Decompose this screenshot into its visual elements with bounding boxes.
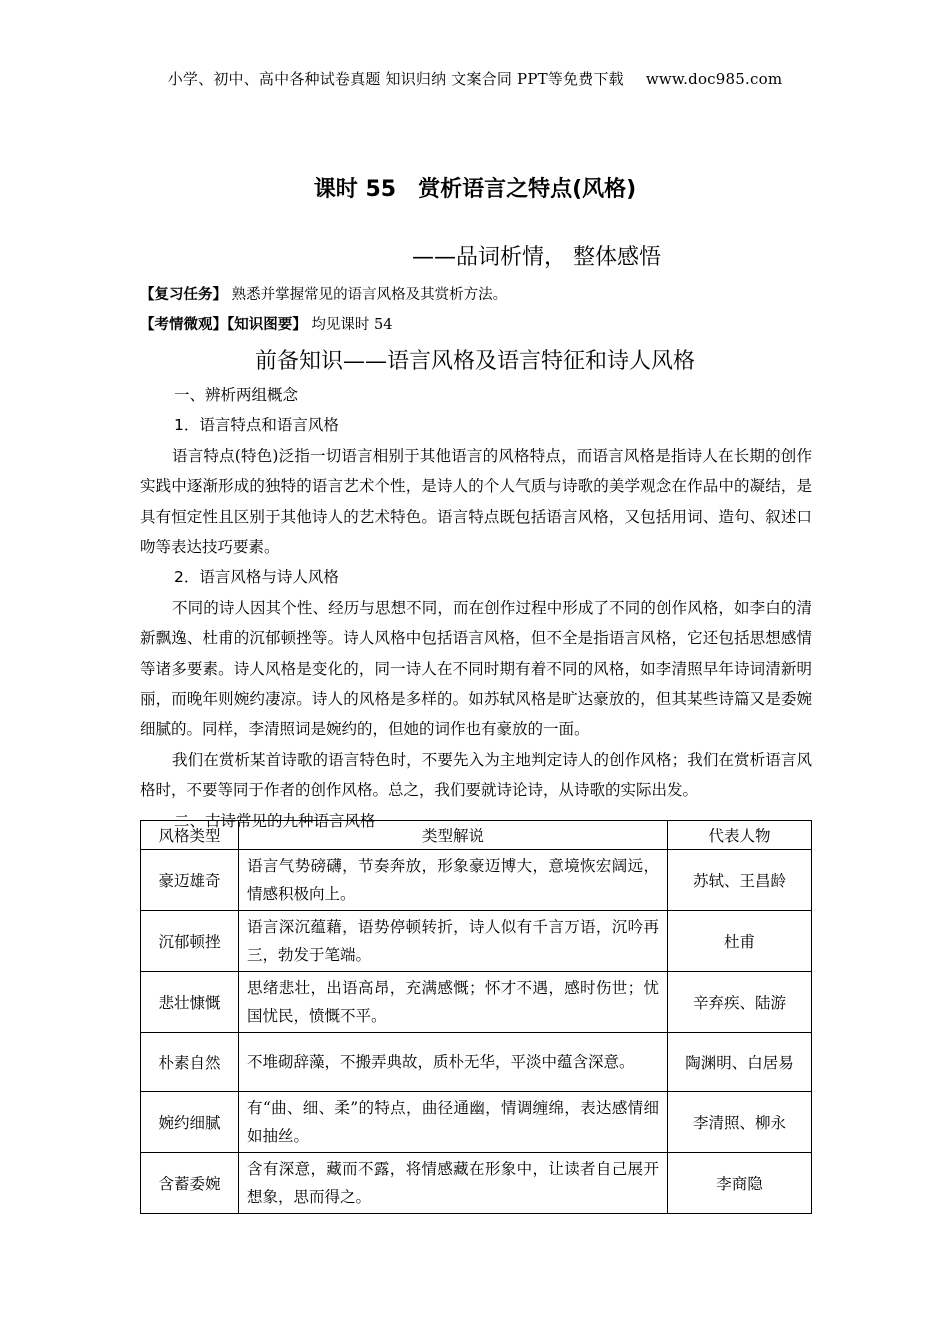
review-task-text: 熟悉并掌握常见的语言风格及其赏析方法。 [231,287,508,303]
style-representatives: 辛弃疾、陆游 [668,972,812,1033]
style-type: 朴素自然 [141,1033,239,1092]
style-description: 含有深意，藏而不露，将情感藏在形象中，让读者自己展开想象，思而得之。 [239,1153,668,1214]
table-header-rep: 代表人物 [668,821,812,850]
style-description: 语言气势磅礴，节奏奔放，形象豪迈博大，意境恢宏阔远，情感积极向上。 [239,850,668,911]
style-representatives: 陶渊明、白居易 [668,1033,812,1092]
lesson-title: 课时 55 赏析语言之特点(风格) [313,177,637,202]
style-representatives: 李商隐 [668,1153,812,1214]
review-task-label: 【复习任务】 [140,287,227,303]
table-header-type: 风格类型 [141,821,239,850]
style-type: 豪迈雄奇 [141,850,239,911]
review-task [140,283,507,304]
exam-info-text: 均见课时 54 [311,317,393,333]
exam-info-label: 【考情微观】【知识图要】 [140,317,307,333]
style-representatives: 苏轼、王昌龄 [668,850,812,911]
language-styles-table [140,820,812,1214]
table-row [141,850,812,911]
style-description: 语言深沉蕴藉，语势停顿转折，诗人似有千言万语，沉吟再三，勃发于笔端。 [239,911,668,972]
table-row [141,911,812,972]
style-type: 含蓄委婉 [141,1153,239,1214]
page-header [0,68,950,89]
style-representatives: 杜甫 [668,911,812,972]
sub2-heading: 2．语言风格与诗人风格 [174,568,339,587]
sub1-paragraph: 语言特点(特色)泛指一切语言相别于其他语言的风格特点，而语言风格是指诗人在长期的创作实践中逐渐形成的独特的语言艺术个性，是诗人的个人气质与诗歌的美学观念在作品中的凝结，是具有恒定性且区别于其他诗人的艺术特色。语言特点既包括语言风格，又包括用词、造句、叙述口吻等表达技巧要素。 [140,446,812,557]
table-row [141,1033,812,1092]
table-row [141,972,812,1033]
lesson-subtitle: ——品词析情， 整体感悟 [412,245,661,270]
style-type: 沉郁顿挫 [141,911,239,972]
table-row [141,1092,812,1153]
style-representatives: 李清照、柳永 [668,1092,812,1153]
table-row [141,1153,812,1214]
header-text: 小学、初中、高中各种试卷真题 知识归纳 文案合同 PPT等免费下载 [167,70,624,88]
style-description: 思绪悲壮，出语高昂，充满感慨；怀才不遇，感时伤世；忧国忧民，愤慨不平。 [239,972,668,1033]
section-title: 前备知识——语言风格及语言特征和诗人风格 [254,349,695,374]
style-description: 有“曲、细、柔”的特点，曲径通幽，情调缠绵，表达感情细如抽丝。 [239,1092,668,1153]
part1-heading: 一、辨析两组概念 [174,386,299,404]
style-description: 不堆砌辞藻，不搬弄典故，质朴无华，平淡中蕴含深意。 [239,1033,668,1092]
table-header-desc: 类型解说 [239,821,668,850]
sub2-paragraph-1: 不同的诗人因其个性、经历与思想不同，而在创作过程中形成了不同的创作风格，如李白的清新飘逸、杜甫的沉郁顿挫等。诗人风格中包括语言风格，但不全是指语言风格，它还包括思想感情等诸多要素。诗人风格是变化的，同一诗人在不同时期有着不同的风格，如李清照早年诗词清新明丽，而晚年则婉约凄凉。诗人的风格是多样的。如苏轼风格是旷达豪放的，但其某些诗篇又是委婉细腻的。同样，李清照词是婉约的，但她的词作也有豪放的一面。 [140,598,812,739]
style-type: 悲壮慷慨 [141,972,239,1033]
part2-heading: 二、古诗常见的九种语言风格 [174,811,376,830]
body-content [140,380,812,836]
sub2-paragraph-2: 我们在赏析某首诗歌的语言特色时，不要先入为主地判定诗人的创作风格；我们在赏析语言风格时，不要等同于作者的创作风格。总之，我们要就诗论诗，从诗歌的实际出发。 [140,750,812,800]
header-site-link[interactable]: www.doc985.com [645,70,783,88]
exam-info [140,313,392,334]
sub1-heading: 1．语言特点和语言风格 [174,416,339,435]
table-header-row [141,821,812,850]
style-type: 婉约细腻 [141,1092,239,1153]
